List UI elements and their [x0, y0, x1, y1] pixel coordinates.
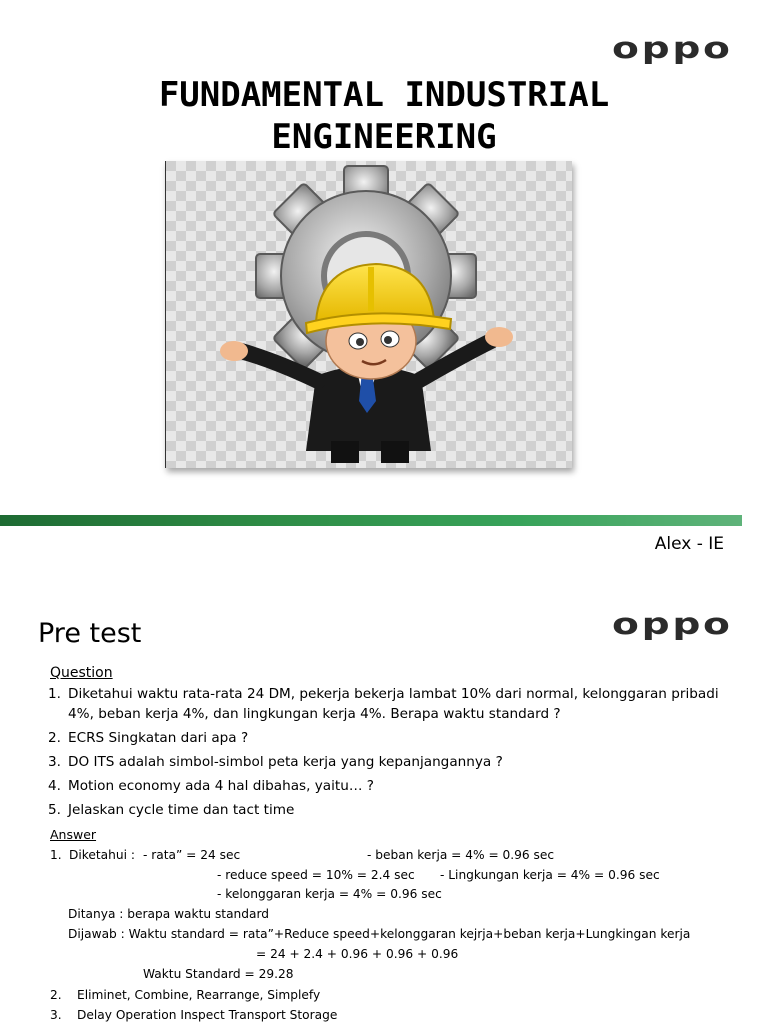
- question-number: 3.: [48, 754, 61, 770]
- slide-separator: [0, 580, 768, 588]
- slide-title: Pre test: [38, 618, 142, 649]
- question-list: [48, 684, 728, 824]
- question-number: 1.: [48, 686, 61, 702]
- calculation-line: = 24 + 2.4 + 0.96 + 0.96 + 0.96: [256, 947, 459, 961]
- oppo-logo: oppo: [612, 31, 733, 65]
- answer-heading: Answer: [50, 827, 97, 842]
- given-average: - rata” = 24 sec: [143, 848, 241, 862]
- question-text: DO ITS adalah simbol-simbol peta kerja yang kepanjangannya ?: [68, 754, 503, 770]
- question-number: 4.: [48, 778, 61, 794]
- given-workload: - beban kerja = 4% = 0.96 sec: [367, 848, 555, 862]
- question-text: Jelaskan cycle time dan tact time: [68, 802, 295, 818]
- solved-line: Dijawab : Waktu standard = rata”+Reduce speed+kelonggaran kejrja+beban kerja+Lungkingan kerja: [68, 927, 691, 941]
- author-label: Alex - IE: [654, 534, 724, 554]
- title-line-2: ENGINEERING: [271, 117, 497, 157]
- answer-2-number: 2.: [50, 988, 62, 1002]
- list-item: [48, 684, 728, 724]
- question-number: 5.: [48, 802, 61, 818]
- list-item: [48, 752, 728, 772]
- given-allowance: - kelonggaran kerja = 4% = 0.96 sec: [217, 887, 442, 901]
- title-line-1: FUNDAMENTAL INDUSTRIAL: [158, 75, 610, 115]
- answer-2-text: Eliminet, Combine, Rearrange, Simplefy: [77, 988, 321, 1002]
- list-item: [48, 728, 728, 748]
- engineer-gear-illustration: [165, 161, 572, 468]
- question-heading: Question: [50, 665, 113, 681]
- oppo-logo: oppo: [612, 607, 733, 641]
- slide-title: [0, 74, 768, 158]
- list-item: [48, 776, 728, 796]
- green-divider-bar: [0, 515, 742, 526]
- result-line: Waktu Standard = 29.28: [143, 967, 294, 981]
- pretest-content: [0, 588, 768, 1024]
- question-text: Diketahui waktu rata-rata 24 DM, pekerja bekerja lambat 10% dari normal, kelonggaran pribadi 4%, beban kerja 4%, dan lingkungan kerja 4%. Berapa waktu standard ?: [68, 686, 719, 722]
- list-item: [48, 800, 728, 820]
- question-text: Motion economy ada 4 hal dibahas, yaitu… ?: [68, 778, 374, 794]
- question-text: ECRS Singkatan dari apa ?: [68, 730, 249, 746]
- asked-line: Ditanya : berapa waktu standard: [68, 907, 269, 921]
- given-reduce-speed: - reduce speed = 10% = 2.4 sec: [217, 868, 415, 882]
- answer-1-number: 1.: [50, 848, 62, 862]
- answer-3-text: Delay Operation Inspect Transport Storage: [77, 1008, 338, 1022]
- given-environment: - Lingkungan kerja = 4% = 0.96 sec: [440, 868, 660, 882]
- question-number: 2.: [48, 730, 61, 746]
- answer-3-number: 3.: [50, 1008, 62, 1022]
- answer-1-label: Diketahui :: [69, 848, 135, 862]
